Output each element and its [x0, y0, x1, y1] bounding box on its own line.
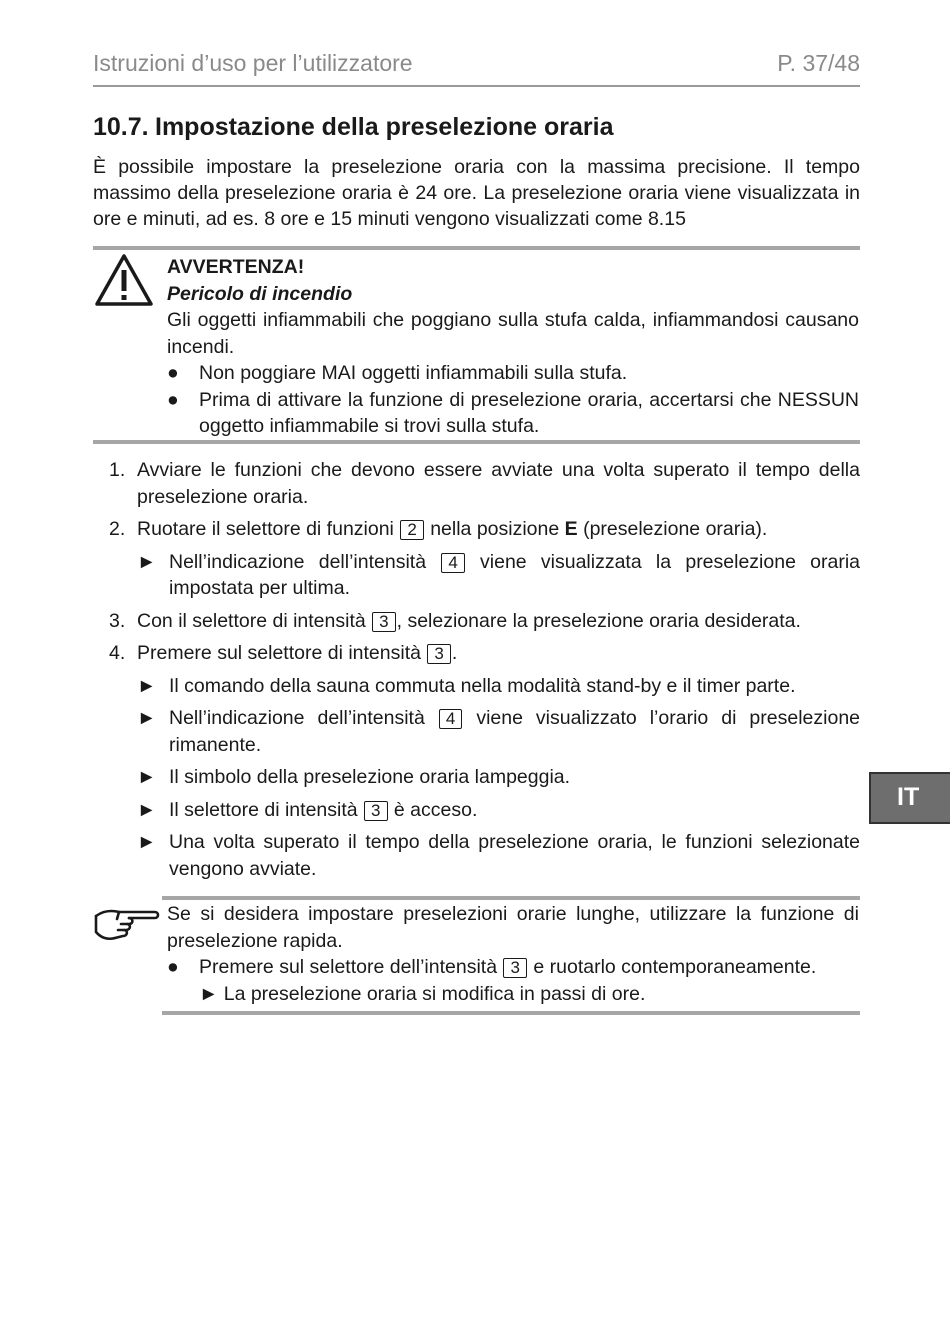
- step-number: 4.: [109, 642, 126, 664]
- warning-triangle-icon: [94, 253, 154, 307]
- step-text: Con il selettore di intensità 3 , selezionare la preselezione oraria desiderata.: [137, 609, 801, 632]
- tip-bottom-rule: [162, 1011, 860, 1015]
- step-item: [93, 608, 860, 635]
- control-ref-box: 3: [427, 644, 450, 664]
- control-ref-box: 4: [439, 709, 462, 729]
- result-item: ► Il simbolo della preselezione oraria lampeggia.: [137, 764, 860, 791]
- page-number: P. 37/48: [777, 50, 860, 76]
- step-text: Ruotare il selettore di funzioni 2 nella posizione E (preselezione oraria).: [137, 518, 768, 540]
- result-item: ► Il comando della sauna commuta nella modalità stand-by e il timer parte.: [137, 673, 860, 700]
- step-text: Avviare le funzioni che devono essere avviate una volta superato il tempo della preselezione oraria.: [137, 459, 860, 508]
- arrow-icon: ►: [137, 674, 157, 697]
- tip-result: ► La preselezione oraria si modifica in passi di ore.: [199, 982, 646, 1005]
- intro-paragraph: È possibile impostare la preselezione oraria con la massima precisione. Il tempo massimo della preselezione oraria è 24 ore. La preselezione oraria viene visualizzata in ore e minuti, ad es. 8 ore e 15 minuti vengono visualizzati come 8.15: [93, 156, 860, 230]
- pointing-hand-icon: [93, 905, 161, 941]
- warning-content: [167, 254, 859, 440]
- page-header: [93, 48, 860, 87]
- result-item: ► Una volta superato il tempo della preselezione oraria, le funzioni selezionate vengono avviate.: [137, 829, 860, 882]
- bullet-icon: ●: [167, 388, 179, 411]
- warning-bottom-rule: [93, 440, 860, 444]
- bullet-icon: ●: [167, 956, 179, 978]
- warning-top-rule: [93, 246, 860, 250]
- instruction-steps: [93, 457, 860, 888]
- control-ref-box: 3: [364, 801, 387, 821]
- step-item: [93, 516, 860, 543]
- result-item: ► Il selettore di intensità 3 è acceso.: [137, 797, 860, 824]
- warning-title: AVVERTENZA!: [167, 256, 305, 278]
- step-item: [93, 640, 860, 667]
- section-number: 10.7.: [93, 113, 149, 141]
- control-ref-box: 4: [441, 553, 464, 573]
- step-number: 3.: [109, 609, 126, 632]
- result-item: ► Nell’indicazione dell’intensità 4 viene visualizzato l’orario di preselezione rimanente.: [137, 705, 860, 758]
- bullet-icon: ●: [167, 362, 179, 384]
- document-title: Istruzioni d’uso per l’utilizzatore: [93, 50, 413, 76]
- arrow-icon: ►: [137, 550, 157, 573]
- result-item: ► Nell’indicazione dell’intensità 4 viene visualizzata la preselezione oraria impostata per ultima.: [137, 549, 860, 602]
- step-text: Premere sul selettore di intensità 3 .: [137, 642, 458, 664]
- arrow-icon: ►: [137, 766, 157, 788]
- language-tab-label: IT: [897, 783, 920, 811]
- tip-content: [167, 901, 859, 1007]
- step-item: [93, 457, 860, 510]
- arrow-icon: ►: [199, 982, 219, 1005]
- language-tab: [869, 772, 950, 824]
- warning-subtitle: Pericolo di incendio: [167, 282, 353, 305]
- control-ref-box: 3: [372, 612, 395, 632]
- step-number: 2.: [109, 518, 126, 540]
- tip-text: Se si desidera impostare preselezioni orarie lunghe, utilizzare la funzione di preselezione rapida.: [167, 903, 859, 952]
- arrow-icon: ►: [137, 831, 157, 853]
- control-ref-box: 3: [503, 958, 526, 978]
- step-number: 1.: [109, 459, 126, 481]
- tip-bullet: ● Premere sul selettore dell’intensità 3 e ruotarlo contemporaneamente.: [167, 954, 859, 981]
- control-ref-box: 2: [400, 520, 423, 540]
- warning-bullet: ● Non poggiare MAI oggetti infiammabili sulla stufa.: [167, 360, 859, 387]
- warning-bullet: ● Prima di attivare la funzione di preselezione oraria, accertarsi che NESSUN oggetto infiammabile si trovi sulla stufa.: [167, 387, 859, 440]
- arrow-icon: ►: [137, 707, 157, 729]
- arrow-icon: ►: [137, 798, 157, 821]
- warning-text: Gli oggetti infiammabili che poggiano sulla stufa calda, infiammandosi causano incendi.: [167, 309, 859, 358]
- section-title: Impostazione della preselezione oraria: [155, 113, 614, 141]
- tip-top-rule: [162, 896, 860, 900]
- section-heading: [93, 110, 613, 144]
